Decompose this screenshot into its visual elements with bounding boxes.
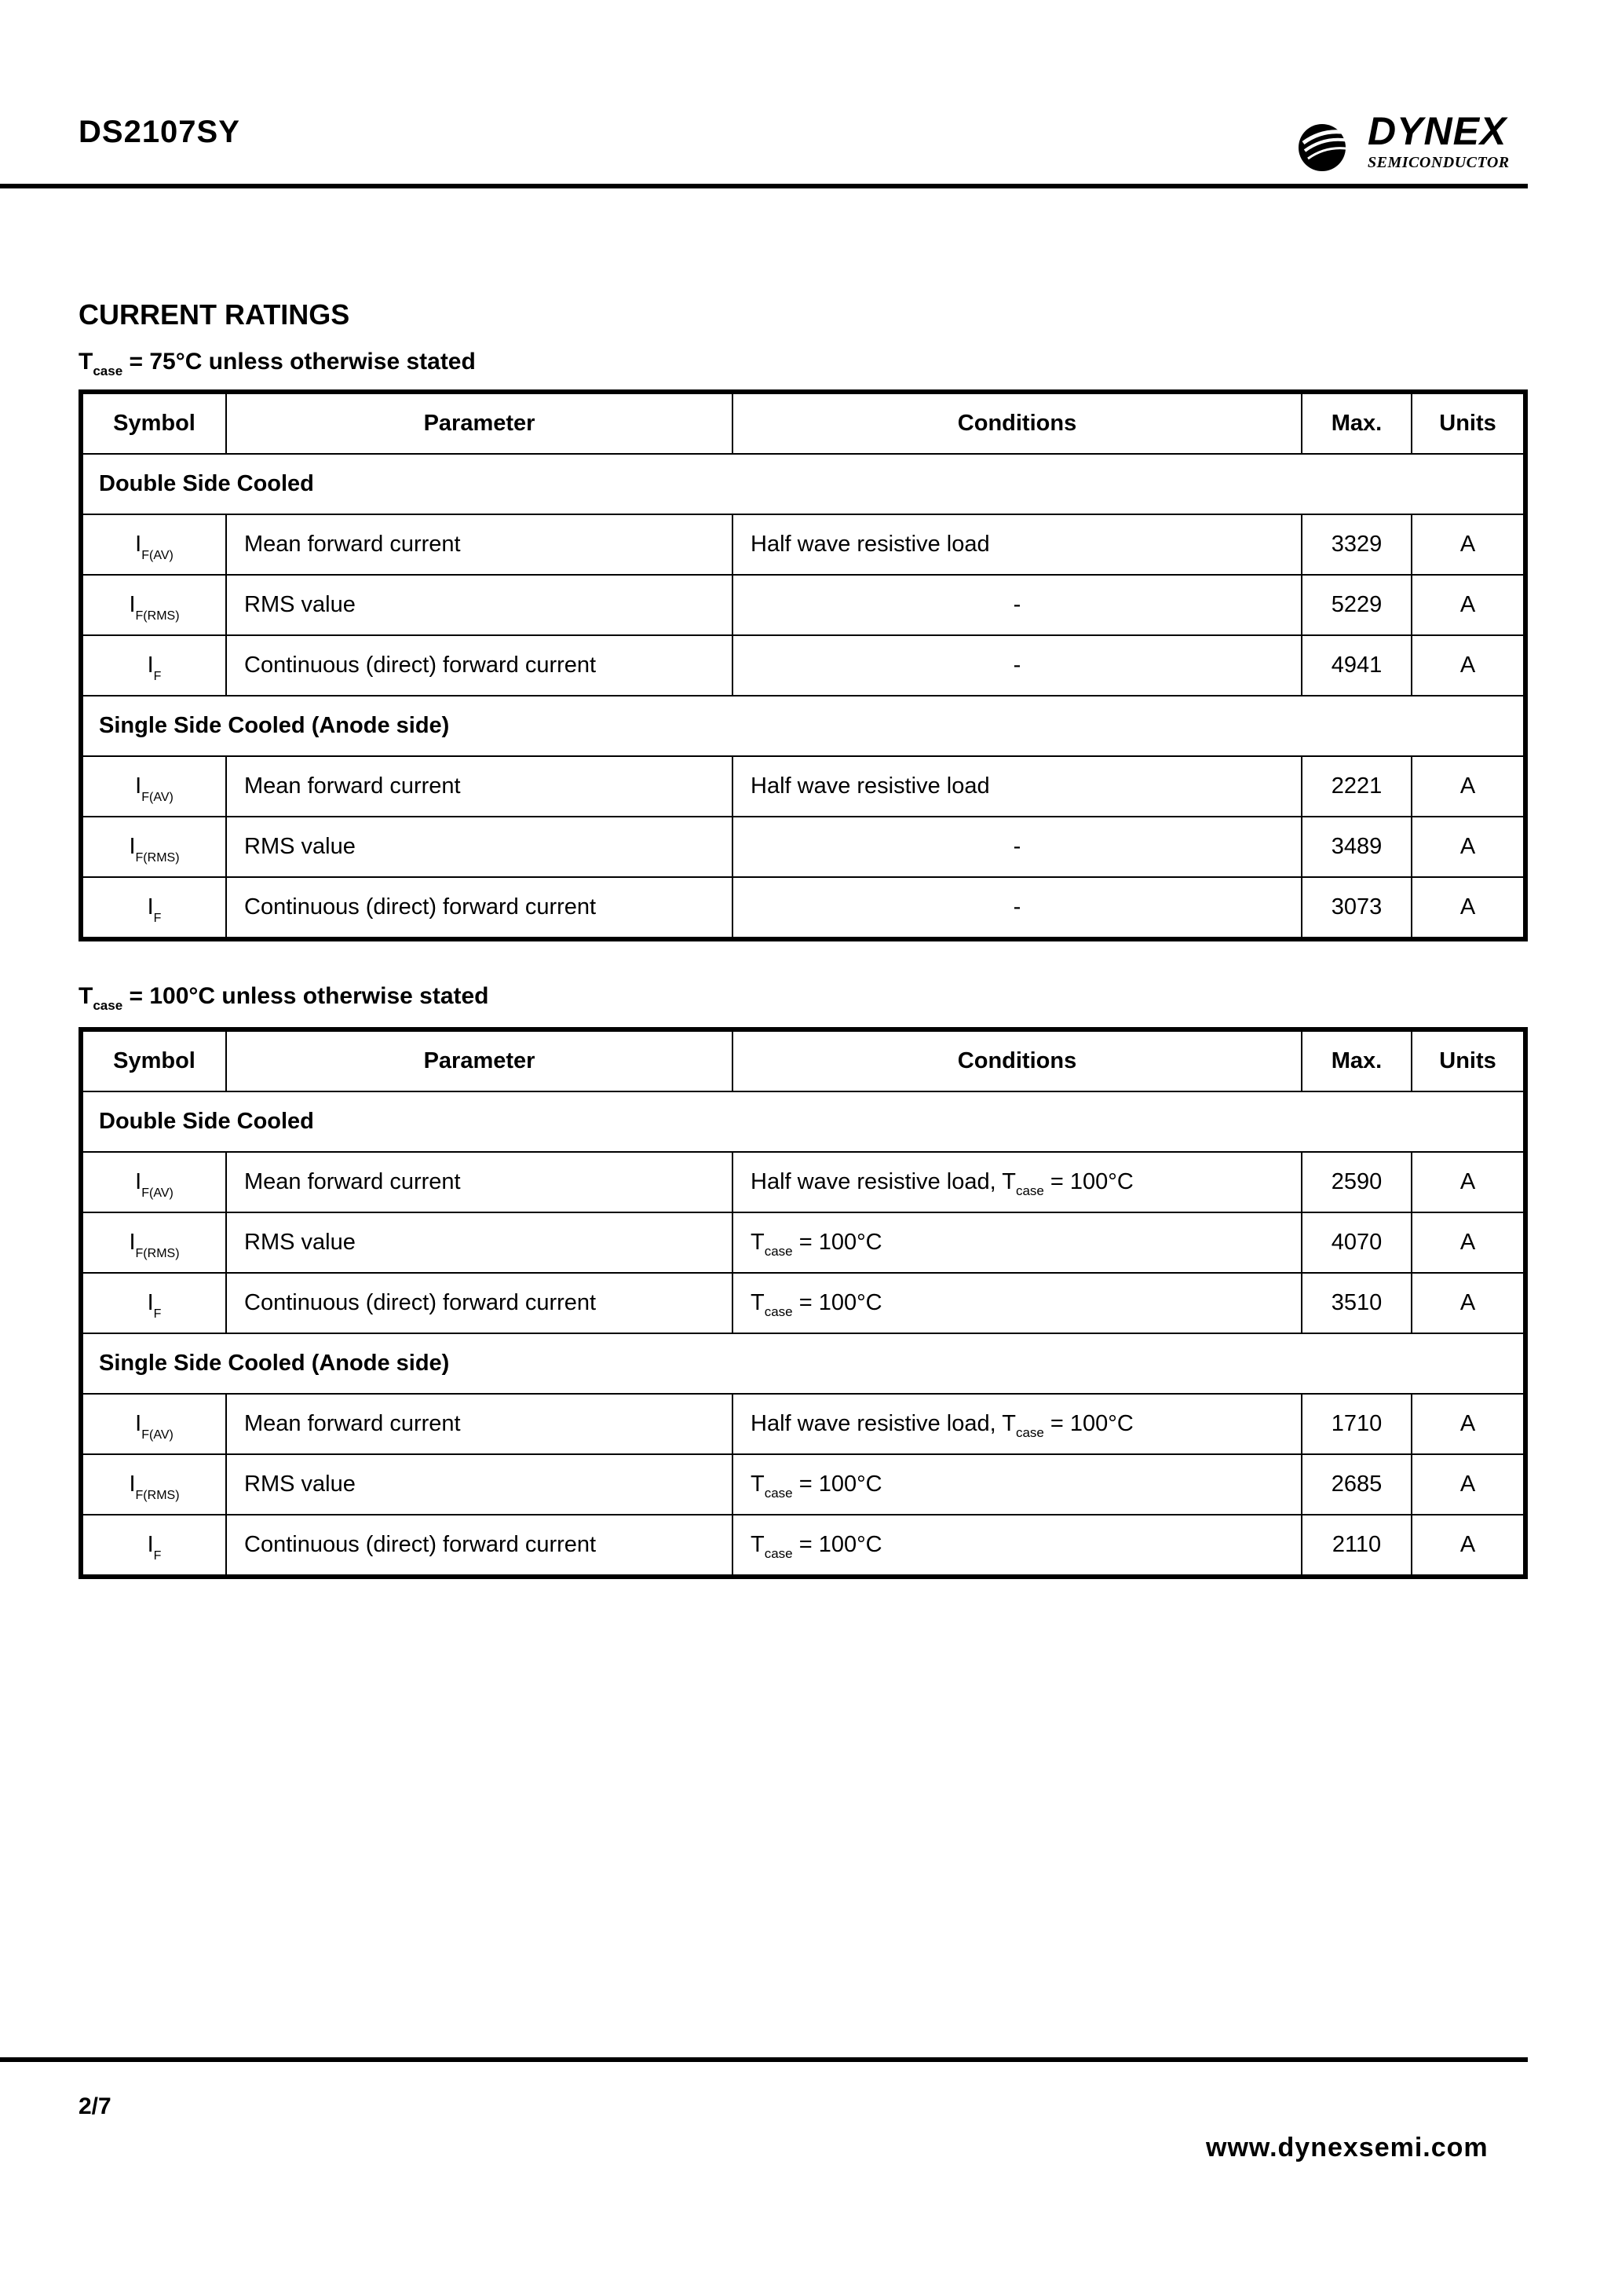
units-cell: A — [1412, 877, 1525, 939]
header-rule — [0, 184, 1528, 188]
parameter-cell: Continuous (direct) forward current — [226, 1515, 732, 1577]
conditions-cell: - — [732, 877, 1302, 939]
condition-value: = 100°C — [792, 1532, 882, 1557]
symbol-subscript: F(AV) — [141, 791, 174, 804]
symbol-subscript: F(AV) — [141, 549, 174, 562]
condition-symbol: T — [79, 983, 93, 1009]
section-title: CURRENT RATINGS — [79, 298, 350, 331]
dynex-logo — [1295, 110, 1528, 181]
units-cell: A — [1412, 1273, 1525, 1333]
conditions-cell: - — [732, 575, 1302, 635]
condition-value: = 100°C — [1043, 1169, 1134, 1194]
parameter-cell: RMS value — [226, 817, 732, 877]
conditions-cell — [732, 1394, 1302, 1454]
document-id: DS2107SY — [79, 115, 240, 149]
symbol-main: I — [129, 592, 136, 617]
symbol-subscript: F — [153, 1307, 162, 1321]
table-row — [81, 514, 1525, 575]
table-row — [81, 635, 1525, 696]
col-parameter: Parameter — [226, 392, 732, 454]
condition-text: T — [751, 1532, 765, 1557]
logo-brand-text: DYNEX — [1368, 109, 1507, 153]
parameter-cell: RMS value — [226, 1212, 732, 1273]
parameter-cell: Mean forward current — [226, 514, 732, 575]
symbol-cell — [81, 1394, 226, 1454]
max-cell: 3329 — [1302, 514, 1412, 575]
dynex-swirl-icon — [1295, 119, 1361, 174]
col-units: Units — [1412, 1029, 1525, 1091]
condition-subscript: case — [764, 1244, 793, 1259]
parameter-cell: Mean forward current — [226, 756, 732, 817]
symbol-main: I — [147, 894, 154, 919]
group-row — [81, 454, 1525, 514]
website-link[interactable]: www.dynexsemi.com — [1206, 2133, 1489, 2163]
condition-subscript: case — [764, 1304, 793, 1319]
max-cell: 3510 — [1302, 1273, 1412, 1333]
condition-text: = 75°C unless otherwise stated — [122, 349, 476, 375]
symbol-cell — [81, 817, 226, 877]
symbol-cell — [81, 877, 226, 939]
table-row — [81, 1212, 1525, 1273]
max-cell: 2685 — [1302, 1454, 1412, 1515]
table-2-condition — [79, 983, 489, 1013]
symbol-subscript: F(RMS) — [135, 1489, 180, 1502]
symbol-main: I — [147, 653, 154, 678]
conditions-cell — [732, 1152, 1302, 1212]
col-conditions: Conditions — [732, 1029, 1302, 1091]
max-cell: 3489 — [1302, 817, 1412, 877]
symbol-cell — [81, 575, 226, 635]
table-row — [81, 877, 1525, 939]
condition-symbol: T — [79, 349, 93, 375]
condition-subscript: case — [93, 998, 123, 1013]
footer-rule — [0, 2057, 1528, 2062]
table-row — [81, 1454, 1525, 1515]
symbol-main: I — [135, 773, 142, 799]
units-cell: A — [1412, 817, 1525, 877]
symbol-main: I — [135, 1169, 142, 1194]
symbol-main: I — [147, 1290, 154, 1315]
parameter-cell: Continuous (direct) forward current — [226, 877, 732, 939]
condition-text: T — [751, 1472, 765, 1497]
units-cell: A — [1412, 514, 1525, 575]
condition-value: = 100°C — [792, 1472, 882, 1497]
symbol-cell — [81, 756, 226, 817]
units-cell: A — [1412, 1212, 1525, 1273]
group-title: Double Side Cooled — [81, 454, 1525, 514]
col-max: Max. — [1302, 1029, 1412, 1091]
max-cell: 2221 — [1302, 756, 1412, 817]
symbol-main: I — [129, 1230, 136, 1255]
condition-value: = 100°C — [792, 1290, 882, 1315]
symbol-cell — [81, 635, 226, 696]
symbol-cell — [81, 1454, 226, 1515]
col-max: Max. — [1302, 392, 1412, 454]
max-cell: 3073 — [1302, 877, 1412, 939]
parameter-cell: Continuous (direct) forward current — [226, 635, 732, 696]
conditions-cell — [732, 1454, 1302, 1515]
max-cell: 1710 — [1302, 1394, 1412, 1454]
max-cell: 4070 — [1302, 1212, 1412, 1273]
group-title: Double Side Cooled — [81, 1091, 1525, 1152]
symbol-main: I — [135, 1411, 142, 1436]
group-title: Single Side Cooled (Anode side) — [81, 1333, 1525, 1394]
group-row — [81, 696, 1525, 756]
conditions-cell: Half wave resistive load — [732, 514, 1302, 575]
parameter-cell: Continuous (direct) forward current — [226, 1273, 732, 1333]
col-symbol: Symbol — [81, 392, 226, 454]
condition-subscript: case — [764, 1546, 793, 1561]
symbol-subscript: F(RMS) — [135, 609, 180, 623]
symbol-subscript: F — [153, 670, 162, 683]
symbol-cell — [81, 514, 226, 575]
table-row — [81, 756, 1525, 817]
symbol-main: I — [129, 834, 136, 859]
group-title: Single Side Cooled (Anode side) — [81, 696, 1525, 756]
symbol-subscript: F(RMS) — [135, 1247, 180, 1260]
col-units: Units — [1412, 392, 1525, 454]
units-cell: A — [1412, 1394, 1525, 1454]
symbol-main: I — [147, 1532, 154, 1557]
conditions-cell: Half wave resistive load — [732, 756, 1302, 817]
conditions-cell — [732, 1273, 1302, 1333]
symbol-subscript: F — [153, 912, 162, 925]
condition-value: = 100°C — [792, 1230, 882, 1255]
condition-subscript: case — [764, 1486, 793, 1501]
condition-text: = 100°C unless otherwise stated — [122, 983, 489, 1009]
table-row — [81, 1515, 1525, 1577]
table-header-row — [81, 1029, 1525, 1091]
symbol-subscript: F(RMS) — [135, 851, 180, 865]
symbol-subscript: F(AV) — [141, 1428, 174, 1442]
ratings-table-75c — [79, 389, 1528, 941]
col-parameter: Parameter — [226, 1029, 732, 1091]
symbol-main: I — [135, 532, 142, 557]
condition-text: T — [751, 1290, 765, 1315]
col-conditions: Conditions — [732, 392, 1302, 454]
max-cell: 2590 — [1302, 1152, 1412, 1212]
conditions-cell — [732, 1212, 1302, 1273]
units-cell: A — [1412, 1515, 1525, 1577]
group-row — [81, 1333, 1525, 1394]
units-cell: A — [1412, 575, 1525, 635]
col-symbol: Symbol — [81, 1029, 226, 1091]
conditions-cell: - — [732, 817, 1302, 877]
table-row — [81, 1152, 1525, 1212]
max-cell: 5229 — [1302, 575, 1412, 635]
table-row — [81, 1273, 1525, 1333]
parameter-cell: RMS value — [226, 1454, 732, 1515]
condition-text: T — [751, 1230, 765, 1255]
condition-subscript: case — [93, 364, 123, 378]
conditions-cell — [732, 1515, 1302, 1577]
parameter-cell: RMS value — [226, 575, 732, 635]
ratings-table-100c — [79, 1027, 1528, 1579]
conditions-cell: - — [732, 635, 1302, 696]
condition-text: Half wave resistive load, T — [751, 1411, 1016, 1436]
condition-value: = 100°C — [1043, 1411, 1134, 1436]
table-row — [81, 575, 1525, 635]
max-cell: 4941 — [1302, 635, 1412, 696]
symbol-cell — [81, 1212, 226, 1273]
parameter-cell: Mean forward current — [226, 1152, 732, 1212]
units-cell: A — [1412, 756, 1525, 817]
table-row — [81, 1394, 1525, 1454]
table-1-condition — [79, 349, 476, 378]
table-row — [81, 817, 1525, 877]
parameter-cell: Mean forward current — [226, 1394, 732, 1454]
symbol-main: I — [129, 1472, 136, 1497]
logo-sub-text: SEMICONDUCTOR — [1368, 154, 1510, 171]
units-cell: A — [1412, 635, 1525, 696]
units-cell: A — [1412, 1454, 1525, 1515]
symbol-subscript: F — [153, 1549, 162, 1563]
symbol-subscript: F(AV) — [141, 1186, 174, 1200]
symbol-cell — [81, 1515, 226, 1577]
symbol-cell — [81, 1273, 226, 1333]
condition-subscript: case — [1015, 1425, 1044, 1440]
table-header-row — [81, 392, 1525, 454]
page-number: 2/7 — [79, 2093, 111, 2119]
units-cell: A — [1412, 1152, 1525, 1212]
condition-text: Half wave resistive load, T — [751, 1169, 1016, 1194]
max-cell: 2110 — [1302, 1515, 1412, 1577]
condition-subscript: case — [1015, 1183, 1044, 1198]
symbol-cell — [81, 1152, 226, 1212]
group-row — [81, 1091, 1525, 1152]
